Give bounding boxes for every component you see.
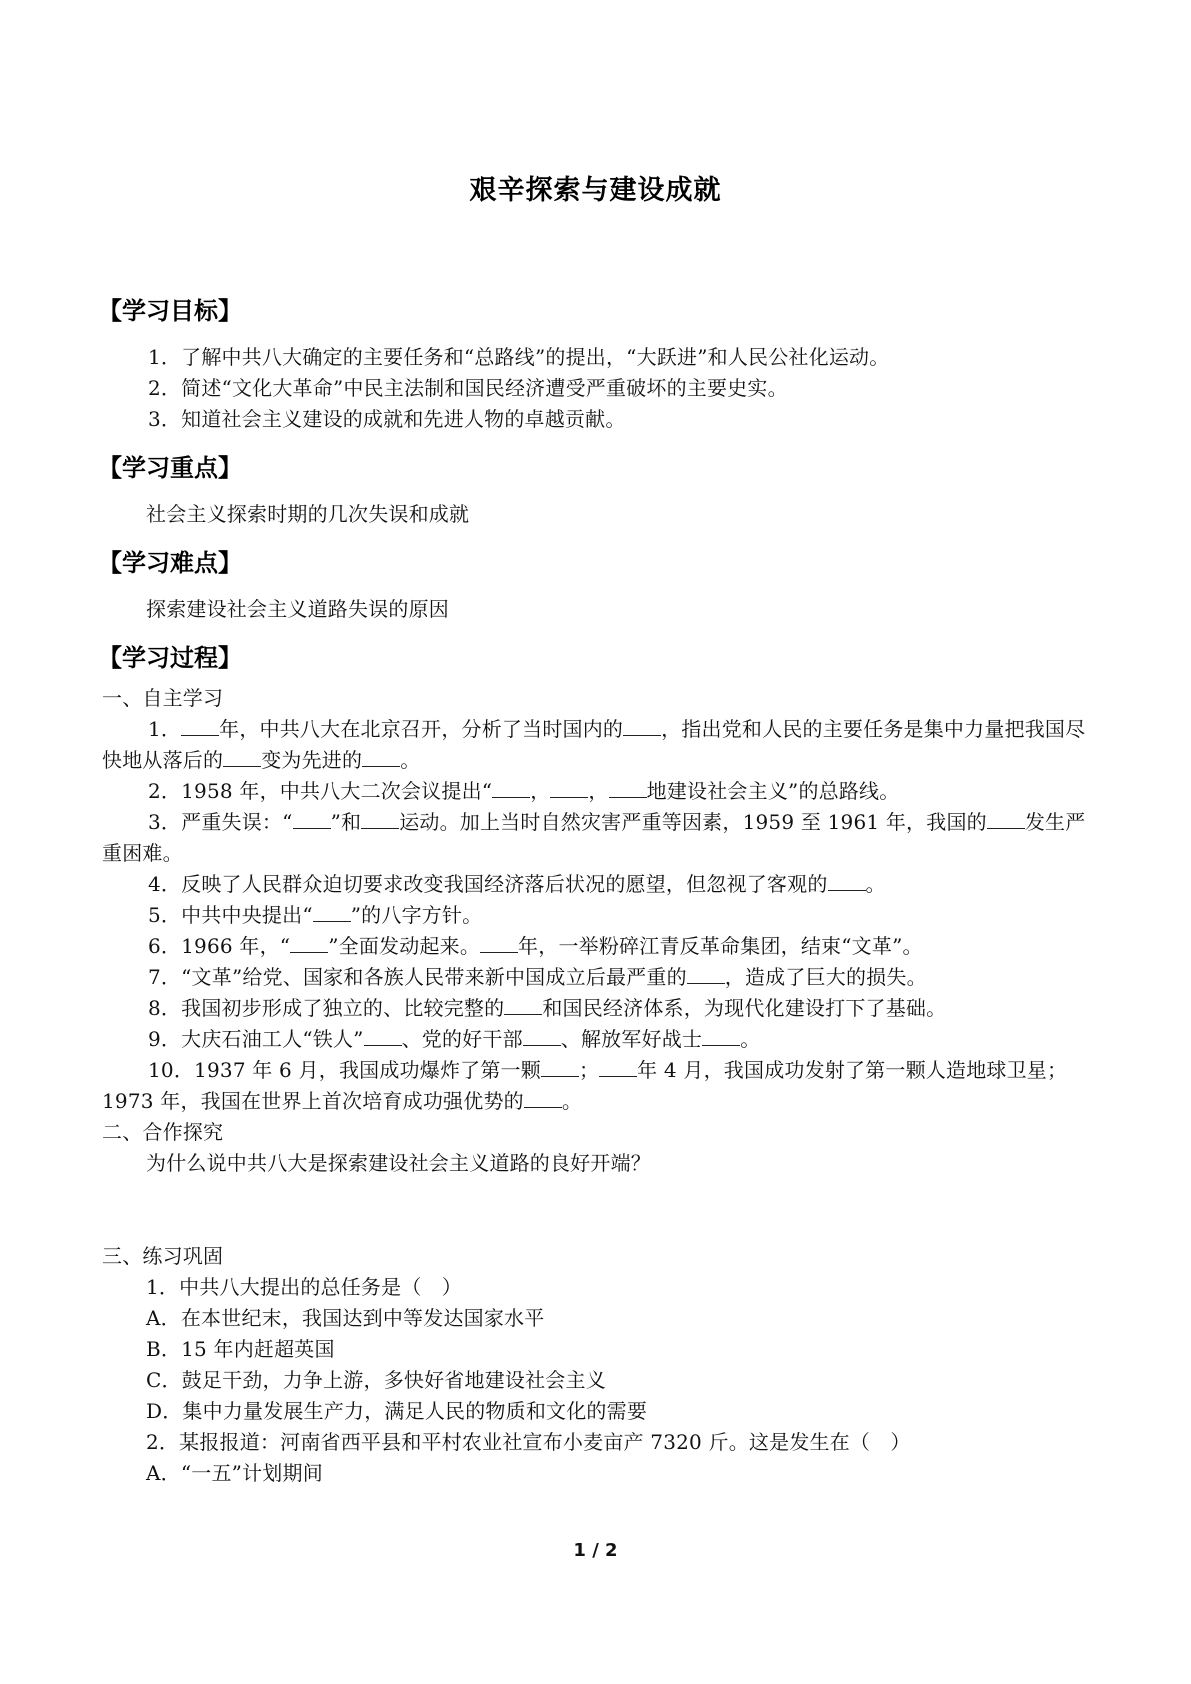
- heading-key-points: 【学习重点】: [98, 454, 242, 482]
- answer-blank[interactable]: [524, 1087, 562, 1108]
- page-indicator: 1 / 2: [573, 1540, 618, 1561]
- answer-blank[interactable]: [290, 932, 328, 953]
- practice-question-2: 2．某报报道：河南省西平县和平村农业社宣布小麦亩产 7320 斤。这是发生在（ ）: [146, 1430, 911, 1454]
- subheading-cooperation: 二、合作探究: [102, 1120, 224, 1144]
- answer-blank[interactable]: [492, 777, 530, 798]
- answer-blank[interactable]: [550, 777, 588, 798]
- answer-blank[interactable]: [541, 1056, 579, 1077]
- fill-question-2: 2．1958 年，中共八大二次会议提出“ ， ， 地建设社会主义”的总路线。: [148, 779, 900, 803]
- answer-blank[interactable]: [480, 932, 518, 953]
- answer-space[interactable]: [102, 1179, 1087, 1241]
- answer-blank[interactable]: [687, 963, 725, 984]
- fill-question-5: 5．中共中央提出“ ”的八字方针。: [148, 903, 483, 927]
- answer-blank[interactable]: [523, 1025, 561, 1046]
- answer-blank[interactable]: [364, 1025, 402, 1046]
- answer-blank[interactable]: [504, 994, 542, 1015]
- key-points-text: 社会主义探索时期的几次失误和成就: [146, 502, 470, 526]
- answer-blank[interactable]: [223, 746, 261, 767]
- fill-question-8: 8．我国初步形成了独立的、比较完整的 和国民经济体系，为现代化建设打下了基础。: [148, 996, 947, 1020]
- practice-question-1: 1．中共八大提出的总任务是（ ）: [146, 1275, 462, 1299]
- option-d[interactable]: D．集中力量发展生产力，满足人民的物质和文化的需要: [146, 1399, 648, 1423]
- objective-item: 3．知道社会主义建设的成就和先进人物的卓越贡献。: [148, 407, 626, 431]
- heading-process: 【学习过程】: [98, 644, 242, 672]
- subheading-practice: 三、练习巩固: [102, 1244, 224, 1268]
- heading-difficulties: 【学习难点】: [98, 549, 242, 577]
- fill-question-1: 1． 年，中共八大在北京召开，分析了当时国内的 ，指出党和人民的主要任务是集中力量把我国尽快地从落后的 变为先进的 。: [102, 717, 1086, 772]
- answer-blank[interactable]: [181, 715, 219, 736]
- answer-blank[interactable]: [599, 1056, 637, 1077]
- answer-blank[interactable]: [987, 808, 1025, 829]
- answer-blank[interactable]: [362, 746, 400, 767]
- document-body: [98, 296, 1087, 1489]
- option-a[interactable]: A．“一五”计划期间: [146, 1461, 323, 1485]
- answer-blank[interactable]: [609, 777, 647, 798]
- option-b[interactable]: B．15 年内赶超英国: [146, 1337, 335, 1361]
- fill-question-9: 9．大庆石油工人“铁人” 、党的好干部 、解放军好战士 。: [148, 1027, 761, 1051]
- document-title: 艰辛探索与建设成就: [469, 175, 722, 206]
- answer-blank[interactable]: [293, 808, 331, 829]
- difficulties-text: 探索建设社会主义道路失误的原因: [146, 597, 449, 621]
- cooperation-question: 为什么说中共八大是探索建设社会主义道路的良好开端？: [146, 1151, 651, 1175]
- heading-objectives: 【学习目标】: [98, 297, 242, 325]
- answer-blank[interactable]: [361, 808, 399, 829]
- objective-item: 2．简述“文化大革命”中民主法制和国民经济遭受严重破坏的主要史实。: [148, 376, 788, 400]
- answer-blank[interactable]: [702, 1025, 740, 1046]
- answer-blank[interactable]: [313, 901, 351, 922]
- objective-item: 1．了解中共八大确定的主要任务和“总路线”的提出，“大跃进”和人民公社化运动。: [148, 345, 890, 369]
- fill-question-10: 10．1937 年 6 月，我国成功爆炸了第一颗 ； 年 4 月，我国成功发射了第一颗人造地球卫星；1973 年，我国在世界上首次培育成功强优势的 。: [102, 1058, 1068, 1113]
- option-a[interactable]: A．在本世纪末，我国达到中等发达国家水平: [146, 1306, 545, 1330]
- fill-question-3: 3．严重失误：“ ”和 运动。加上当时自然灾害严重等因素，1959 至 1961 年，我国的 发生严重困难。: [102, 810, 1086, 865]
- answer-blank[interactable]: [828, 870, 866, 891]
- option-c[interactable]: C．鼓足干劲，力争上游，多快好省地建设社会主义: [146, 1368, 606, 1392]
- answer-blank[interactable]: [623, 715, 661, 736]
- subheading-self-study: 一、自主学习: [102, 686, 224, 710]
- fill-question-4: 4．反映了人民群众迫切要求改变我国经济落后状况的愿望，但忽视了客观的 。: [148, 872, 886, 896]
- fill-question-6: 6．1966 年，“ ”全面发动起来。 年，一举粉碎江青反革命集团，结束“文革”。: [148, 934, 923, 958]
- fill-question-7: 7．“文革”给党、国家和各族人民带来新中国成立后最严重的 ，造成了巨大的损失。: [148, 965, 927, 989]
